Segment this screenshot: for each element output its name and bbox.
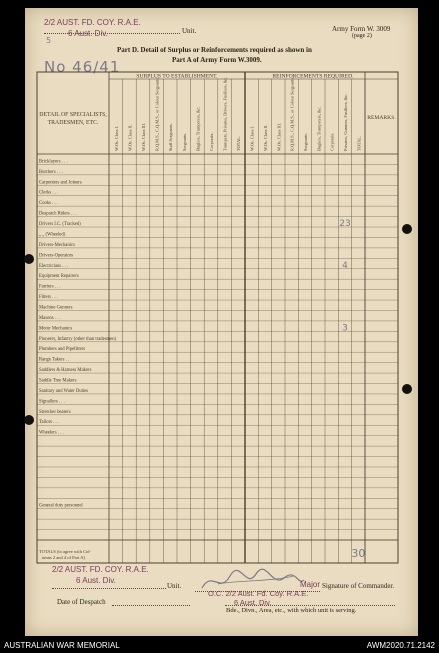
surplus-column-header: Staff Sergeants. [168,123,174,151]
formation-label: Bde., Divn., Area, etc., with which unit is serving. [226,607,357,614]
table-row-label: Range Takers . . [39,357,70,363]
part-title-line1: Part D. Detail of Surplus or Reinforcements required as shown in [117,46,312,54]
handwritten-entry: 3 [342,323,348,334]
reinforcement-column-header: Privates, Gunners, Fusiliers, &c. [343,93,348,151]
table-row-label: Motor Mechanics [39,326,73,332]
handwritten-entry: 4 [342,260,348,271]
reinforcement-column-header: TOTAL. [356,135,362,151]
table-row-label: Fitters . . . [39,295,59,301]
unit-stamp-line2: 6 Aust. Div. [68,29,108,38]
signature-line [195,591,320,592]
commander-stamp-line1: O.C. 2/2 Aust. Fd. Coy. R.A.E. [208,589,309,598]
signature-label: Signature of Commander. [322,582,395,590]
commander-stamp-line2: 6 Aust. Div. [234,598,272,607]
remarks-header: REMARKS. [367,115,396,121]
reinforcement-column-header: R.Q.M.S., C.Q.M.S., or Colour Sergeants. [289,76,295,151]
surplus-column-header: Corporals. [209,132,214,151]
reinforcement-column-header: Corporals. [329,132,335,151]
surplus-group-header: SURPLUS TO ESTABLISHMENT. [136,73,218,80]
reinforcements-group-header: REINFORCEMENTS REQUIRED. [272,73,354,80]
surplus-column-header: W.Os. Class I. [113,125,119,151]
reinforcement-column-header: Buglers, Trumpeters, &c. [316,106,322,151]
reinforcement-column-header: Sergeants. [303,132,308,151]
table-row-label: Sanitary and Water Duties [39,388,89,394]
table-row-label: Tailors . . . [39,420,59,426]
surplus-column-header: Trumpets, Privates, Drivers, Fusiliers, &c. [222,76,228,151]
despatch-label: Date of Despatch [57,598,106,606]
table-row-label: Machine Gunners [39,305,73,311]
table-row-label: Equipment Repairers [39,274,79,280]
table-row-label: Bricklayers . . . [39,159,68,165]
surplus-column-header: R.Q.M.S., C.Q.M.S., or Colour Sergeants. [154,76,160,151]
table-row-label: Wheelers . . . [39,430,64,436]
institution-name: AUSTRALIAN WAR MEMORIAL [4,641,120,650]
part-title-line2: Part A of Army Form W.3009. [172,56,262,64]
table-row-label: Despatch Riders . . . [39,211,77,217]
unit-label-bottom: Unit. [167,582,182,590]
table-row-label: Drivers-Operators [39,253,74,259]
surplus-column-header: TOTAL. [236,135,242,151]
table-row-label: Saddle Tree Makers [39,378,77,384]
table-row-label: Drivers I.C. (Tracked) [39,222,81,228]
detail-header-line2: TRADESMEN, ETC. [47,120,99,126]
table-row-label: Masons . . . [39,315,61,321]
reinforcement-column-header: W.Os. Class I. [249,125,255,151]
unit-label: Unit. [182,27,197,35]
unit-line-bottom [52,588,166,589]
reinforcement-column-header: W.Os. Class III. [276,122,282,151]
table-row-label: Signallers . . . [39,399,65,405]
handwritten-entry: 23 [339,219,351,230]
table-row-label: Plumbers and Pipefitters [39,347,86,353]
detail-header-line1: DETAIL OF SPECIALISTS, [39,112,107,118]
handwritten-entry: 30 [351,547,366,560]
accession-number: AWM2020.71.2142 [366,641,435,650]
surplus-column-header: Sergeants. [181,132,187,151]
stamp-mark: 5 [46,36,52,45]
archive-footer [0,638,439,653]
surplus-column-header: W.Os. Class III. [141,122,146,151]
table-row-label: Stretcher bearers [39,409,71,415]
formation-line [225,605,395,606]
table-row-label: Drivers-Mechanics [39,242,75,248]
table-row-label: Clerks . . . [39,190,59,196]
unit-stamp-line1: 2/2 AUST. FD. COY. R.A.E. [44,18,141,27]
form-name: Army Form W. 3009 [332,25,391,33]
despatch-line [112,605,190,606]
table-row-label: Farriers . . . [39,284,61,290]
table-row-label: Cooks . . . [39,201,59,207]
surplus-column-header: W.Os. Class II. [127,124,133,151]
table-row-label: Carpenters and Joiners [39,180,82,186]
table-row-label: General duty personnel [39,503,83,509]
unit-stamp-bottom-line2: 6 Aust. Div. [76,576,116,585]
rank-stamp: Major [300,580,321,589]
table-row-label: Butchers . . . [39,169,63,175]
table-row-label: Saddlers & Harness Makers [39,368,92,374]
handwritten-reference: No 46/41 [44,58,121,76]
table-row-label: Electricians . . . [39,263,69,269]
unit-stamp-bottom-line1: 2/2 AUST. FD. COY. R.A.E. [52,565,149,574]
table-row-label: Pioneers, Infantry (other than tradesmen) [39,336,117,342]
surplus-column-header: Buglers, Trumpeters, &c. [195,106,201,151]
form-page: (page 2) [352,33,372,39]
reinforcement-column-header: W.Os. Class II. [263,124,268,151]
table-row-label: „ „ (Wheeled) [39,232,66,238]
totals-label-line1: TOTALS (to agree with Col- [39,549,92,554]
totals-label-line2: umns 2 and 4 of Part A) [42,555,85,560]
